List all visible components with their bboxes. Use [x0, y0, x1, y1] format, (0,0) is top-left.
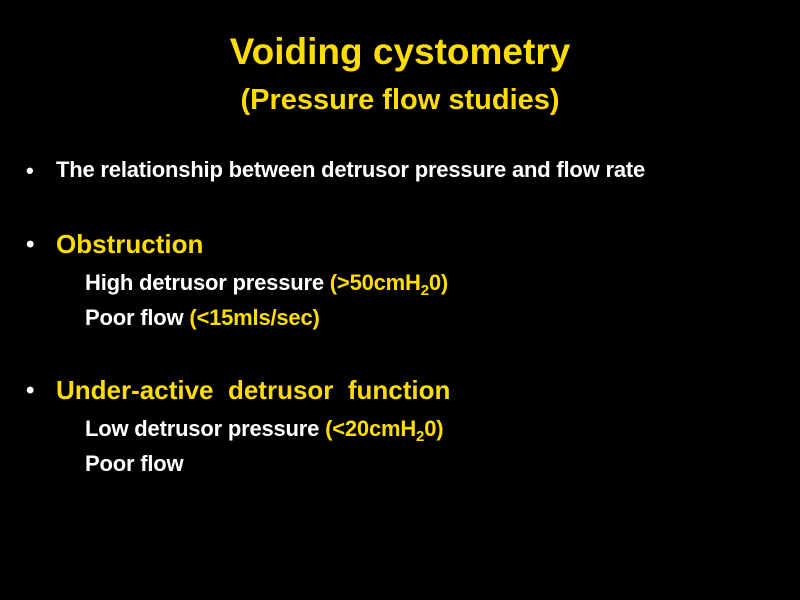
obstruction-flow-line	[85, 304, 320, 332]
bullet-marker: •	[26, 158, 34, 183]
pressure-value: (<20cmH$_2$0)	[325, 416, 444, 445]
slide-title: Voiding cystometry	[229, 31, 571, 72]
underactive-flow-line	[85, 450, 183, 478]
slide-subtitle: (Pressure flow studies)	[240, 84, 560, 116]
flow-label: Poor flow	[85, 451, 184, 476]
pressure-label: Low detrusor pressure	[85, 416, 326, 441]
pressure-label: High detrusor pressure	[85, 270, 330, 295]
obstruction-heading: Obstruction	[56, 229, 204, 259]
flow-label: Poor flow	[85, 305, 190, 330]
obstruction-pressure-line	[85, 269, 448, 297]
bullet-intro-text: The relationship between detrusor pressure and flow rate	[56, 157, 646, 182]
flow-value: (<15mls/sec)	[189, 305, 320, 330]
underactive-pressure-line	[85, 415, 443, 443]
underactive-heading: Under-active detrusor function	[56, 375, 451, 405]
bullet-marker: •	[26, 377, 35, 404]
bullet-marker: •	[26, 231, 35, 258]
pressure-value: (>50cmH$_2$0)	[329, 270, 449, 299]
